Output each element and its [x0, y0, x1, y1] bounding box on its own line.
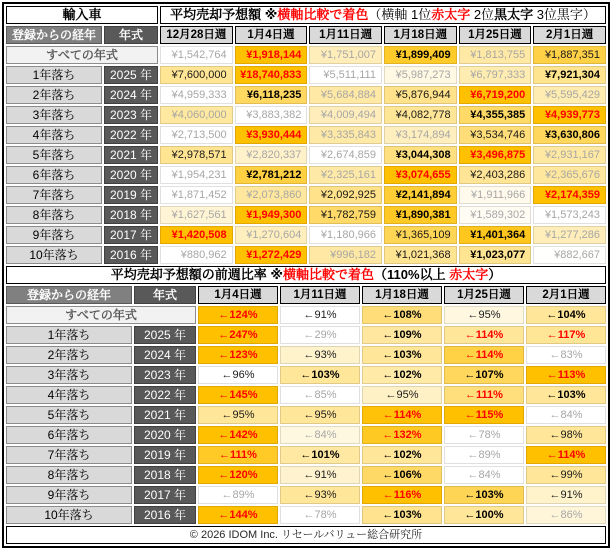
title-segment: 横軸比較で着色 [277, 7, 369, 22]
percent-cell: ←91% [280, 306, 360, 324]
money-cell: ¥2,365,676 [533, 166, 606, 184]
year-label: 2021 年 [134, 406, 196, 424]
percent-cell: ←145% [198, 386, 278, 404]
percent-cell: ←103% [280, 366, 360, 384]
age-label: 4年落ち [6, 126, 102, 144]
percent-cell: ←85% [280, 386, 360, 404]
money-cell: ¥1,813,755 [459, 46, 532, 64]
money-cell: ¥1,270,604 [235, 226, 308, 244]
money-cell: ¥2,713,500 [160, 126, 233, 144]
money-cell: ¥3,174,894 [384, 126, 457, 144]
header-row [6, 286, 606, 304]
age-label: 8年落ち [6, 206, 102, 224]
money-cell: ¥7,921,304 [533, 66, 606, 84]
table-row [6, 346, 606, 364]
money-cell: ¥5,987,273 [384, 66, 457, 84]
money-cell: ¥4,060,000 [160, 106, 233, 124]
title-segment: （横軸 1位 [368, 7, 432, 22]
percent-cell: ←144% [198, 506, 278, 524]
percent-cell: ←86% [526, 506, 606, 524]
table-row [6, 366, 606, 384]
money-cell: ¥4,939,773 [533, 106, 606, 124]
week-column-header: 2月1日週 [526, 286, 606, 304]
money-cell: ¥2,931,167 [533, 146, 606, 164]
year-label: 2024 年 [134, 346, 196, 364]
week-column-header: 1月25日週 [459, 26, 532, 44]
week-column-header: 1月11日週 [280, 286, 360, 304]
percent-cell: ←89% [444, 446, 524, 464]
age-label: 1年落ち [6, 66, 102, 84]
title-segment: 黒太字 [494, 7, 534, 22]
percent-cell: ←84% [444, 466, 524, 484]
table-row [6, 306, 606, 324]
table-row [6, 406, 606, 424]
all-years-label: すべての年式 [6, 306, 196, 324]
percent-cell: ←91% [526, 486, 606, 504]
title-row [6, 6, 606, 24]
percent-cell: ←142% [198, 426, 278, 444]
money-cell: ¥5,511,111 [309, 66, 382, 84]
percent-cell: ←104% [526, 306, 606, 324]
year-label: 2024 年 [104, 86, 158, 104]
title-segment: ） [488, 267, 502, 282]
title-row [6, 266, 606, 284]
header-row [6, 26, 606, 44]
age-label: 2年落ち [6, 86, 102, 104]
table-row [6, 86, 606, 104]
year-label: 2019 年 [104, 186, 158, 204]
money-cell: ¥1,401,364 [459, 226, 532, 244]
title-segment: 平均売却予想額の前週比率 ※ [110, 267, 284, 282]
year-label: 2020 年 [104, 166, 158, 184]
age-label: 10年落ち [6, 506, 132, 524]
percent-cell: ←84% [280, 426, 360, 444]
percent-cell: ←93% [280, 486, 360, 504]
age-label: 5年落ち [6, 406, 132, 424]
table-row [6, 66, 606, 84]
money-cell: ¥882,667 [533, 246, 606, 264]
table-row [6, 106, 606, 124]
percent-cell: ←123% [198, 346, 278, 364]
age-label: 4年落ち [6, 386, 132, 404]
year-label: 2018 年 [104, 206, 158, 224]
year-label: 2025 年 [104, 66, 158, 84]
title-segment: 平均売却予想額 ※ [170, 7, 278, 22]
money-cell: ¥1,023,077 [459, 246, 532, 264]
age-label: 5年落ち [6, 146, 102, 164]
title-segment: 横軸比較で着色 [283, 267, 375, 282]
table-title [6, 266, 606, 284]
money-cell: ¥1,542,764 [160, 46, 233, 64]
year-column-header: 年式 [134, 286, 196, 304]
percent-cell: ←247% [198, 326, 278, 344]
money-cell: ¥3,930,444 [235, 126, 308, 144]
money-cell: ¥3,883,382 [235, 106, 308, 124]
money-cell: ¥1,589,302 [459, 206, 532, 224]
percent-cell: ←114% [444, 346, 524, 364]
percent-cell: ←78% [280, 506, 360, 524]
table-row [6, 486, 606, 504]
percent-cell: ←102% [362, 446, 442, 464]
all-years-label: すべての年式 [6, 46, 158, 64]
money-cell: ¥7,600,000 [160, 66, 233, 84]
corner-label: 輸入車 [6, 6, 158, 24]
percent-cell: ←117% [526, 326, 606, 344]
percent-cell: ←95% [280, 406, 360, 424]
percent-cell: ←29% [280, 326, 360, 344]
week-column-header: 1月11日週 [309, 26, 382, 44]
year-label: 2017 年 [104, 226, 158, 244]
percent-cell: ←103% [526, 386, 606, 404]
money-cell: ¥1,899,409 [384, 46, 457, 64]
percent-cell: ←93% [280, 346, 360, 364]
age-label: 3年落ち [6, 106, 102, 124]
year-label: 2021 年 [104, 146, 158, 164]
age-label: 1年落ち [6, 326, 132, 344]
percent-cell: ←114% [362, 406, 442, 424]
percent-cell: ←108% [362, 306, 442, 324]
money-cell: ¥4,959,333 [160, 86, 233, 104]
percent-cell: ←95% [362, 386, 442, 404]
percent-cell: ←103% [444, 486, 524, 504]
year-label: 2017 年 [134, 486, 196, 504]
money-cell: ¥5,684,884 [309, 86, 382, 104]
age-label: 6年落ち [6, 166, 102, 184]
percent-cell: ←78% [444, 426, 524, 444]
money-cell: ¥2,174,359 [533, 186, 606, 204]
money-cell: ¥2,325,161 [309, 166, 382, 184]
table-row [6, 446, 606, 464]
money-cell: ¥1,180,966 [309, 226, 382, 244]
percent-cell: ←91% [280, 466, 360, 484]
money-cell: ¥1,420,508 [160, 226, 233, 244]
week-column-header: 1月18日週 [362, 286, 442, 304]
money-cell: ¥3,044,308 [384, 146, 457, 164]
year-label: 2019 年 [134, 446, 196, 464]
percent-cell: ←111% [444, 386, 524, 404]
table-row [6, 426, 606, 444]
money-cell: ¥880,962 [160, 246, 233, 264]
resale-report [2, 2, 610, 548]
age-label: 9年落ち [6, 226, 102, 244]
money-cell: ¥6,719,200 [459, 86, 532, 104]
money-cell: ¥1,573,243 [533, 206, 606, 224]
percent-cell: ←103% [362, 506, 442, 524]
percent-cell: ←114% [526, 446, 606, 464]
title-segment: 2位 [470, 7, 495, 22]
week-column-header: 1月4日週 [198, 286, 278, 304]
percent-cell: ←124% [198, 306, 278, 324]
resale-price-table [4, 4, 608, 266]
week-column-header: 1月4日週 [235, 26, 308, 44]
money-cell: ¥2,820,337 [235, 146, 308, 164]
year-label: 2023 年 [134, 366, 196, 384]
title-segment: 赤太字 [431, 7, 471, 22]
money-cell: ¥2,978,571 [160, 146, 233, 164]
year-label: 2022 年 [104, 126, 158, 144]
money-cell: ¥2,674,859 [309, 146, 382, 164]
money-cell: ¥1,751,007 [309, 46, 382, 64]
percent-cell: ←96% [198, 366, 278, 384]
table-row [6, 226, 606, 244]
percent-cell: ←98% [526, 426, 606, 444]
percent-cell: ←107% [444, 366, 524, 384]
percent-cell: ←99% [526, 466, 606, 484]
title-segment: 赤太字 [449, 267, 489, 282]
age-label: 8年落ち [6, 466, 132, 484]
year-column-header: 年式 [104, 26, 158, 44]
money-cell: ¥4,009,494 [309, 106, 382, 124]
age-label: 3年落ち [6, 366, 132, 384]
money-cell: ¥3,074,655 [384, 166, 457, 184]
money-cell: ¥3,335,843 [309, 126, 382, 144]
year-label: 2018 年 [134, 466, 196, 484]
percent-cell: ←106% [362, 466, 442, 484]
money-cell: ¥2,092,925 [309, 186, 382, 204]
wow-ratio-table [4, 264, 608, 546]
table-row [6, 246, 606, 264]
table-row [6, 186, 606, 204]
percent-cell: ←115% [444, 406, 524, 424]
money-cell: ¥1,887,351 [533, 46, 606, 64]
table-row [6, 166, 606, 184]
table-row [6, 46, 606, 64]
money-cell: ¥1,890,381 [384, 206, 457, 224]
week-column-header: 1月18日週 [384, 26, 457, 44]
money-cell: ¥1,954,231 [160, 166, 233, 184]
age-label: 6年落ち [6, 426, 132, 444]
money-cell: ¥1,782,759 [309, 206, 382, 224]
year-label: 2020 年 [134, 426, 196, 444]
money-cell: ¥1,918,144 [235, 46, 308, 64]
money-cell: ¥3,630,806 [533, 126, 606, 144]
percent-cell: ←101% [280, 446, 360, 464]
percent-cell: ←132% [362, 426, 442, 444]
money-cell: ¥1,949,300 [235, 206, 308, 224]
percent-cell: ←116% [362, 486, 442, 504]
title-segment: 3位黒字） [533, 7, 596, 22]
money-cell: ¥3,534,746 [459, 126, 532, 144]
year-label: 2022 年 [134, 386, 196, 404]
money-cell: ¥4,082,778 [384, 106, 457, 124]
money-cell: ¥1,277,286 [533, 226, 606, 244]
age-label: 7年落ち [6, 186, 102, 204]
money-cell: ¥18,740,833 [235, 66, 308, 84]
table-row [6, 146, 606, 164]
title-segment: （110%以上 [374, 267, 450, 282]
age-label: 7年落ち [6, 446, 132, 464]
table-row [6, 466, 606, 484]
percent-cell: ←114% [444, 326, 524, 344]
money-cell: ¥2,403,286 [459, 166, 532, 184]
money-cell: ¥1,911,966 [459, 186, 532, 204]
table-row [6, 386, 606, 404]
week-column-header: 12月28日週 [160, 26, 233, 44]
percent-cell: ←100% [444, 506, 524, 524]
percent-cell: ←103% [362, 346, 442, 364]
money-cell: ¥1,021,368 [384, 246, 457, 264]
week-column-header: 2月1日週 [533, 26, 606, 44]
table-row [6, 126, 606, 144]
percent-cell: ←95% [444, 306, 524, 324]
age-column-header: 登録からの経年 [6, 26, 102, 44]
money-cell: ¥1,365,109 [384, 226, 457, 244]
money-cell: ¥6,797,333 [459, 66, 532, 84]
money-cell: ¥4,355,385 [459, 106, 532, 124]
money-cell: ¥2,781,212 [235, 166, 308, 184]
money-cell: ¥6,118,235 [235, 86, 308, 104]
table-title [160, 6, 606, 24]
percent-cell: ←109% [362, 326, 442, 344]
age-label: 10年落ち [6, 246, 102, 264]
table-row [6, 326, 606, 344]
year-label: 2025 年 [134, 326, 196, 344]
percent-cell: ←111% [198, 446, 278, 464]
table-row [6, 506, 606, 524]
year-label: 2023 年 [104, 106, 158, 124]
percent-cell: ←89% [198, 486, 278, 504]
money-cell: ¥1,627,561 [160, 206, 233, 224]
percent-cell: ←102% [362, 366, 442, 384]
money-cell: ¥2,141,894 [384, 186, 457, 204]
year-label: 2016 年 [134, 506, 196, 524]
money-cell: ¥2,073,860 [235, 186, 308, 204]
percent-cell: ←95% [198, 406, 278, 424]
money-cell: ¥5,595,429 [533, 86, 606, 104]
age-label: 9年落ち [6, 486, 132, 504]
money-cell: ¥1,272,429 [235, 246, 308, 264]
age-label: 2年落ち [6, 346, 132, 364]
money-cell: ¥5,876,944 [384, 86, 457, 104]
age-column-header: 登録からの経年 [6, 286, 132, 304]
money-cell: ¥1,871,452 [160, 186, 233, 204]
percent-cell: ←83% [526, 346, 606, 364]
footer-row [6, 526, 606, 544]
copyright-text: © 2026 IDOM Inc. リセールバリュー総合研究所 [6, 526, 606, 544]
percent-cell: ←84% [526, 406, 606, 424]
percent-cell: ←113% [526, 366, 606, 384]
week-column-header: 1月25日週 [444, 286, 524, 304]
money-cell: ¥996,182 [309, 246, 382, 264]
money-cell: ¥3,496,875 [459, 146, 532, 164]
year-label: 2016 年 [104, 246, 158, 264]
table-row [6, 206, 606, 224]
percent-cell: ←120% [198, 466, 278, 484]
